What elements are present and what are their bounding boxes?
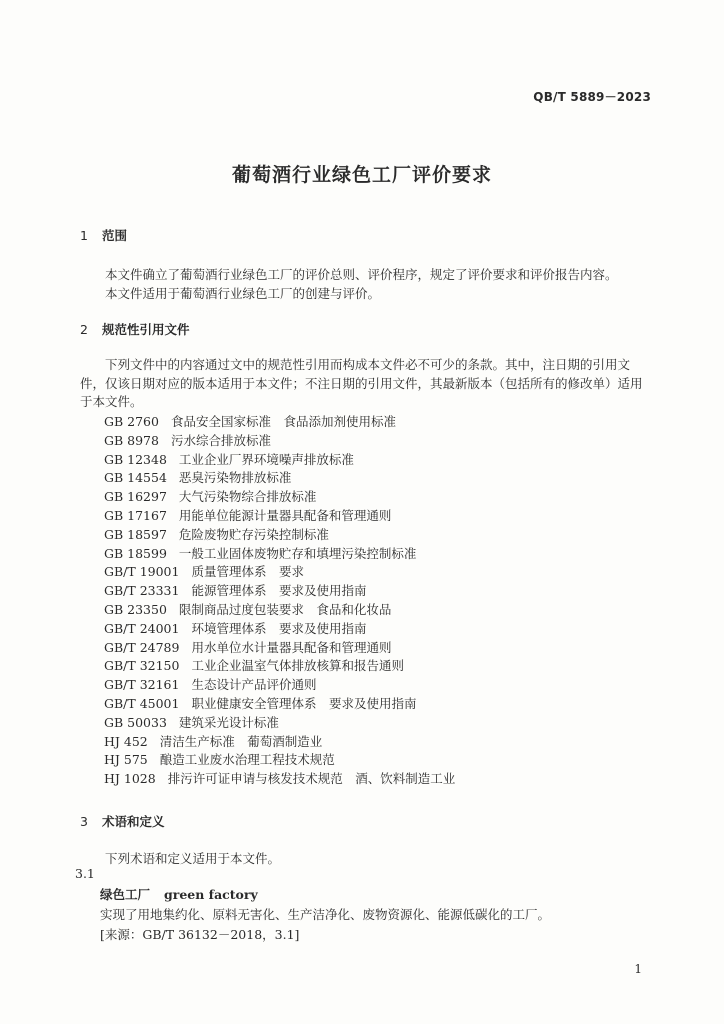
- section-3-title: 术语和定义: [102, 814, 165, 829]
- reference-item: [104, 413, 455, 432]
- reference-code: GB/T 45001: [104, 695, 180, 711]
- reference-item: [104, 751, 455, 770]
- reference-item: [104, 451, 455, 470]
- reference-title: 限制商品过度包装要求 食品和化妆品: [178, 601, 392, 617]
- section-1-paragraph: 本文件适用于葡萄酒行业绿色工厂的创建与评价。: [105, 286, 381, 301]
- section-2-heading: [80, 320, 190, 338]
- reference-code: GB/T 32161: [104, 677, 180, 693]
- reference-title: 大气污染物综合排放标准: [178, 489, 317, 505]
- reference-item: [104, 601, 455, 620]
- reference-title: 工业企业温室气体排放核算和报告通则: [191, 658, 404, 674]
- reference-item: [104, 507, 455, 526]
- reference-title: 职业健康安全管理体系 要求及使用指南: [191, 695, 417, 711]
- term-number: 3.1: [75, 866, 95, 881]
- term-english: green factory: [164, 887, 258, 902]
- section-2-intro: 下列文件中的内容通过文中的规范性引用而构成本文件必不可少的条款。其中，注日期的引用文件，仅该日期对应的版本适用于本文件；不注日期的引用文件，其最新版本（包括所有的修改单）适用于本文件。: [80, 357, 643, 409]
- reference-code: GB 12348: [104, 451, 167, 467]
- term-chinese: 绿色工厂: [100, 887, 151, 902]
- reference-title: 排污许可证申请与核发技术规范 酒、饮料制造工业: [167, 771, 456, 787]
- reference-title: 酿造工业废水治理工程技术规范: [159, 752, 335, 768]
- reference-code: GB/T 32150: [104, 658, 180, 674]
- reference-title: 污水综合排放标准: [170, 432, 271, 448]
- reference-item: [104, 432, 455, 451]
- reference-code: GB 2760: [104, 414, 159, 429]
- reference-title: 建筑采光设计标准: [178, 714, 279, 730]
- reference-code: GB 16297: [104, 489, 167, 505]
- reference-title: 危险废物贮存污染控制标准: [178, 526, 329, 542]
- reference-code: HJ 452: [104, 733, 148, 749]
- section-1-number: 1: [80, 228, 88, 243]
- reference-code: GB 50033: [104, 714, 167, 730]
- reference-title: 生态设计产品评价通则: [191, 677, 317, 693]
- reference-code: GB/T 24001: [104, 620, 180, 636]
- page-number: 1: [634, 962, 642, 976]
- reference-code: GB 14554: [104, 470, 167, 486]
- reference-title: 用能单位能源计量器具配备和管理通则: [178, 507, 392, 523]
- section-3-intro: 下列术语和定义适用于本文件。: [105, 851, 281, 866]
- reference-item: [104, 582, 455, 601]
- reference-code: GB 8978: [104, 432, 159, 448]
- reference-code: GB 17167: [104, 507, 167, 523]
- reference-title: 一般工业固体废物贮存和填埋污染控制标准: [178, 545, 417, 561]
- reference-code: GB/T 23331: [104, 583, 180, 599]
- reference-item: [104, 526, 455, 545]
- reference-code: GB 23350: [104, 601, 167, 617]
- reference-title: 用水单位水计量器具配备和管理通则: [191, 639, 392, 655]
- reference-item: [104, 770, 455, 789]
- reference-item: [104, 676, 455, 695]
- term-source: [来源：GB/T 36132－2018，3.1]: [100, 927, 300, 942]
- section-1-paragraph: 本文件确立了葡萄酒行业绿色工厂的评价总则、评价程序，规定了评价要求和评价报告内容。: [105, 267, 618, 282]
- reference-code: GB 18597: [104, 526, 167, 542]
- reference-item: [104, 469, 455, 488]
- term-definition: 实现了用地集约化、原料无害化、生产洁净化、废物资源化、能源低碳化的工厂。: [100, 907, 551, 922]
- reference-code: HJ 1028: [104, 771, 156, 787]
- standard-code: QB/T 5889－2023: [533, 90, 651, 104]
- reference-code: HJ 575: [104, 752, 148, 768]
- section-3-number: 3: [80, 814, 88, 829]
- reference-item: [104, 620, 455, 639]
- reference-title: 能源管理体系 要求及使用指南: [191, 583, 367, 599]
- section-2-title: 规范性引用文件: [102, 322, 190, 337]
- section-1-heading: [80, 226, 127, 244]
- reference-list: [104, 413, 455, 789]
- reference-title: 食品安全国家标准 食品添加剂使用标准: [170, 414, 396, 429]
- reference-item: [104, 733, 455, 752]
- reference-item: [104, 545, 455, 564]
- reference-item: [104, 488, 455, 507]
- reference-item: [104, 639, 455, 658]
- reference-title: 恶臭污染物排放标准: [178, 470, 292, 486]
- reference-code: GB/T 24789: [104, 639, 180, 655]
- document-title: 葡萄酒行业绿色工厂评价要求: [231, 164, 492, 186]
- reference-title: 质量管理体系 要求: [191, 564, 304, 580]
- term-entry: [100, 885, 258, 903]
- reference-item: [104, 714, 455, 733]
- section-3-heading: [80, 812, 165, 830]
- reference-code: GB 18599: [104, 545, 167, 561]
- reference-item: [104, 657, 455, 676]
- reference-item: [104, 563, 455, 582]
- reference-code: GB/T 19001: [104, 564, 180, 580]
- reference-item: [104, 695, 455, 714]
- reference-title: 环境管理体系 要求及使用指南: [191, 620, 367, 636]
- reference-title: 工业企业厂界环境噪声排放标准: [178, 451, 354, 467]
- section-1-title: 范围: [102, 228, 128, 243]
- reference-title: 清洁生产标准 葡萄酒制造业: [159, 733, 323, 749]
- section-2-number: 2: [80, 322, 88, 337]
